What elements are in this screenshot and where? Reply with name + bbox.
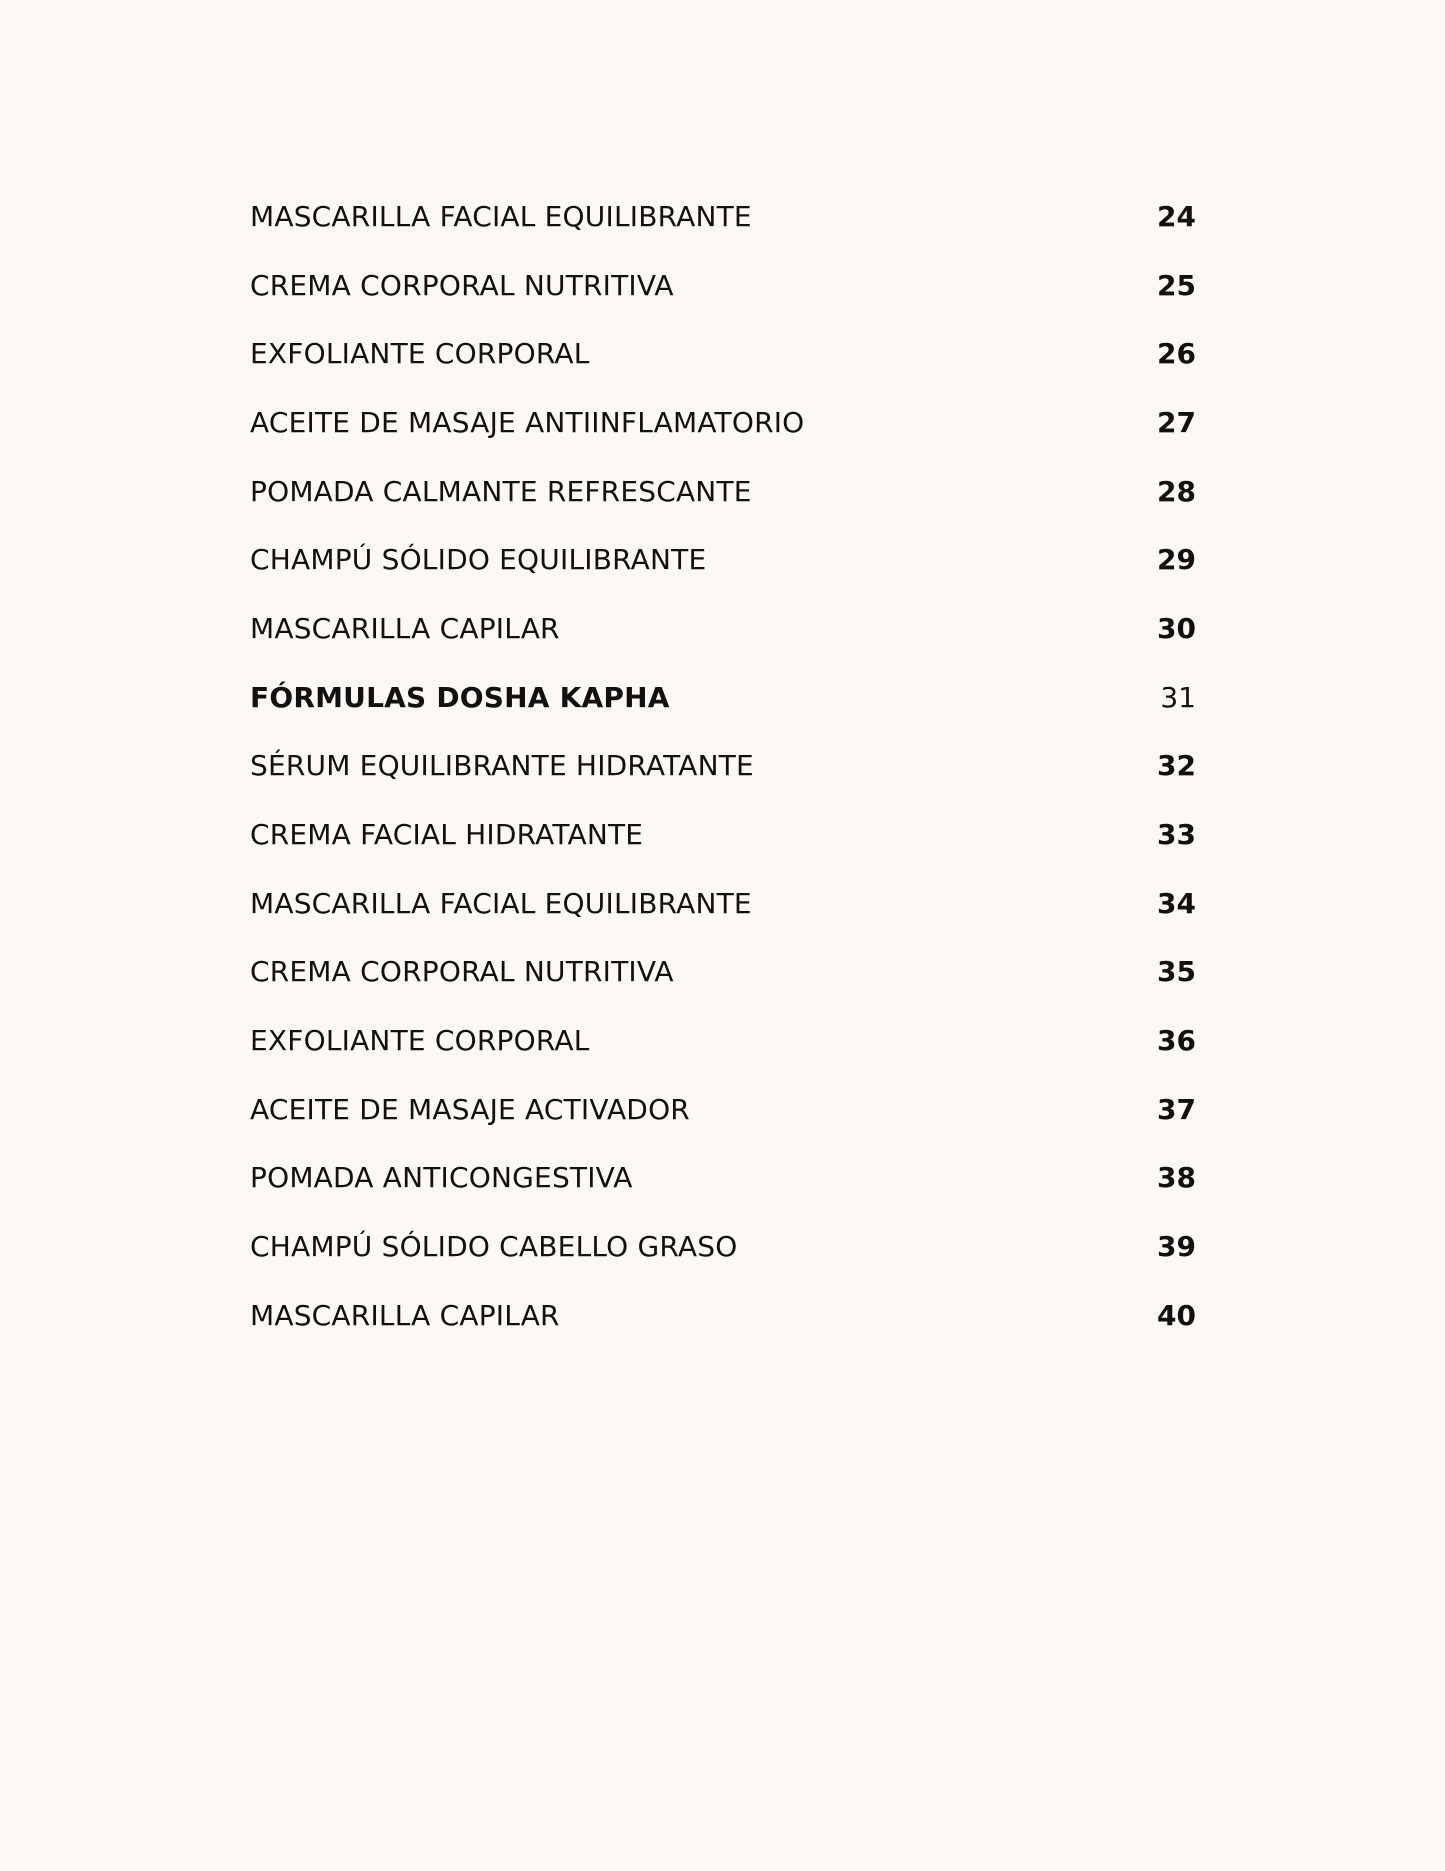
toc-entry-page-number: 28 [1157, 474, 1196, 508]
toc-entry [250, 800, 1196, 869]
toc-entry-title: MASCARILLA FACIAL EQUILIBRANTE [250, 199, 752, 233]
toc-entry [250, 938, 1196, 1007]
toc-entry [250, 732, 1196, 801]
toc-entry-page-number: 36 [1157, 1024, 1196, 1058]
toc-entry [250, 594, 1196, 663]
toc-entry [250, 457, 1196, 526]
toc-entry-page-number: 33 [1157, 818, 1196, 852]
toc-entry [250, 1075, 1196, 1144]
toc-entry-page-number: 35 [1157, 955, 1196, 989]
table-of-contents [250, 182, 1196, 1350]
toc-entry-title: CHAMPÚ SÓLIDO CABELLO GRASO [250, 1230, 738, 1264]
toc-entry-page-number: 37 [1157, 1092, 1196, 1126]
toc-entry-page-number: 32 [1157, 749, 1196, 783]
toc-entry-page-number: 29 [1157, 543, 1196, 577]
toc-entry-title: CREMA FACIAL HIDRATANTE [250, 818, 644, 852]
toc-entry-title: CREMA CORPORAL NUTRITIVA [250, 955, 674, 989]
toc-entry-page-number: 39 [1157, 1230, 1196, 1264]
toc-entry [250, 1212, 1196, 1281]
toc-entry-title: FÓRMULAS DOSHA KAPHA [250, 680, 670, 714]
toc-entry-page-number: 34 [1157, 886, 1196, 920]
toc-entry-page-number: 25 [1157, 268, 1196, 302]
toc-entry [250, 1144, 1196, 1213]
toc-entry-page-number: 31 [1160, 680, 1196, 714]
toc-entry [250, 869, 1196, 938]
toc-entry-page-number: 27 [1157, 405, 1196, 439]
toc-entry-title: POMADA CALMANTE REFRESCANTE [250, 474, 752, 508]
toc-entry [250, 319, 1196, 388]
toc-entry-title: EXFOLIANTE CORPORAL [250, 337, 590, 371]
toc-entry-title: MASCARILLA CAPILAR [250, 1298, 560, 1332]
toc-entry [250, 525, 1196, 594]
toc-entry-page-number: 26 [1157, 337, 1196, 371]
toc-entry-title: ACEITE DE MASAJE ACTIVADOR [250, 1092, 690, 1126]
toc-entry-title: CHAMPÚ SÓLIDO EQUILIBRANTE [250, 543, 707, 577]
toc-section-heading [250, 663, 1196, 732]
toc-entry-title: SÉRUM EQUILIBRANTE HIDRATANTE [250, 749, 754, 783]
toc-entry [250, 388, 1196, 457]
toc-entry [250, 251, 1196, 320]
toc-entry [250, 1006, 1196, 1075]
toc-entry-title: CREMA CORPORAL NUTRITIVA [250, 268, 674, 302]
toc-entry-page-number: 38 [1157, 1161, 1196, 1195]
toc-entry [250, 182, 1196, 251]
toc-entry-page-number: 24 [1157, 199, 1196, 233]
toc-entry [250, 1281, 1196, 1350]
toc-entry-title: MASCARILLA FACIAL EQUILIBRANTE [250, 886, 752, 920]
toc-entry-title: ACEITE DE MASAJE ANTIINFLAMATORIO [250, 405, 805, 439]
toc-entry-title: MASCARILLA CAPILAR [250, 611, 560, 645]
toc-entry-title: EXFOLIANTE CORPORAL [250, 1024, 590, 1058]
toc-entry-page-number: 40 [1157, 1298, 1196, 1332]
toc-entry-title: POMADA ANTICONGESTIVA [250, 1161, 633, 1195]
toc-entry-page-number: 30 [1157, 611, 1196, 645]
